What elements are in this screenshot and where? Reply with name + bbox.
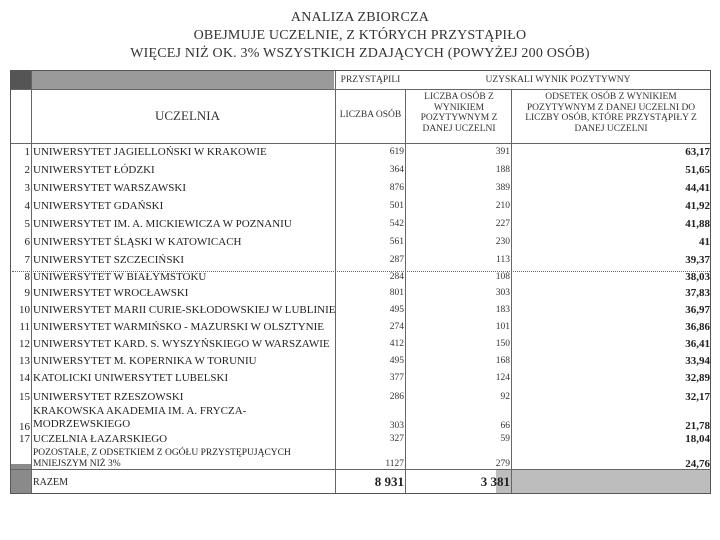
row-university-name-1: KRAKOWSKA AKADEMIA IM. A. FRYCZA- [33,405,247,417]
row-index: 8 [24,271,30,283]
row-university-name-2: MODRZEWSKIEGO [33,418,131,430]
row-index: 11 [19,321,30,333]
row-pozytywny: 389 [495,183,510,193]
row-pozytywny: 124 [495,373,510,383]
row-pozytywny: 230 [495,237,510,247]
row-pozytywny: 59 [500,434,510,444]
row-index: 1 [24,146,30,158]
row-odsetek: 33,94 [685,355,710,367]
row-university-name: UNIWERSYTET MARII CURIE-SKŁODOWSKIEJ W LUBLINIE [33,304,336,316]
row-odsetek: 36,97 [685,304,710,316]
header-przystapili: PRZYSTĄPILI [340,75,401,85]
footer-shade-values [496,470,710,493]
header-divider [11,89,710,90]
row-university-name: UNIWERSYTET RZESZOWSKI [33,391,184,403]
row-index: 2 [24,164,30,176]
col-divider-index [31,71,32,493]
row-przystapili: 801 [389,288,404,298]
row-index: 3 [24,182,30,194]
row-odsetek: 41,88 [685,218,710,230]
row-przystapili: 876 [389,183,404,193]
row-pozytywny: 303 [495,288,510,298]
row-index: 9 [24,287,30,299]
row-przystapili: 561 [389,237,404,247]
row-university-name: UNIWERSYTET JAGIELLOŃSKI W KRAKOWIE [33,146,267,158]
row-index: 7 [24,254,30,266]
header-uczelnia: UCZELNIA [155,108,220,123]
row-university-name: UNIWERSYTET GDAŃSKI [33,200,164,212]
row-university-name: KATOLICKI UNIWERSYTET LUBELSKI [33,372,229,384]
row-odsetek: 63,17 [685,146,710,158]
row-university-name: UNIWERSYTET SZCZECIŃSKI [33,254,185,266]
row-index: 6 [24,236,30,248]
pozostale-przystapili: 1127 [385,459,404,469]
row-odsetek: 41,92 [685,200,710,212]
row-pozytywny: 108 [495,272,510,282]
row-pozytywny: 227 [495,219,510,229]
pozostale-label-2: MNIEJSZYM NIŻ 3% [33,459,121,469]
row-university-name: UNIWERSYTET WARSZAWSKI [33,182,187,194]
header-odsetek: ODSETEK OSÓB Z WYNIKIEM POZYTYWNYM Z DANEJ UCZELNI DO LICZBY OSÓB, KTÓRE PRZYSTĄPIŁY Z DANEJ UCZELNI [525,92,697,134]
row-index: 14 [19,372,30,384]
row-przystapili: 327 [389,434,404,444]
row-pozytywny: 183 [495,305,510,315]
row-przystapili: 287 [389,255,404,265]
row-przystapili: 377 [389,373,404,383]
row-university-name: UNIWERSYTET W BIAŁYMSTOKU [33,271,207,283]
row-odsetek: 36,41 [685,338,710,350]
row-university-name: UNIWERSYTET ŚLĄSKI W KATOWICACH [33,236,242,248]
row-przystapili: 495 [389,305,404,315]
row-przystapili: 364 [389,165,404,175]
row-pozytywny: 101 [495,322,510,332]
row-university-name: UNIWERSYTET WROCŁAWSKI [33,287,189,299]
row-przystapili: 284 [389,272,404,282]
razem-pozytywny: 3 381 [480,474,510,489]
row-przystapili: 542 [389,219,404,229]
row-odsetek: 38,03 [685,271,710,283]
razem-przystapili: 8 931 [374,474,404,489]
header-shade-index [11,71,31,89]
row-pozytywny: 150 [495,339,510,349]
row-odsetek: 41 [699,236,710,248]
row-pozytywny: 391 [495,147,510,157]
row-odsetek: 18,04 [685,433,710,445]
row-pozytywny: 66 [500,421,510,431]
row-odsetek: 51,65 [685,164,710,176]
header-shade-name [32,71,334,89]
pozostale-label-1: POZOSTAŁE, Z ODSETKIEM Z OGÓŁU PRZYSTĘPUJĄCYCH [33,448,291,458]
row-index: 17 [19,433,30,445]
header-uzyskali: UZYSKALI WYNIK POZYTYWNY [485,75,631,85]
title-line-2: OBEJMUJE UCZELNIE, Z KTÓRYCH PRZYSTĄPIŁO [193,28,527,43]
row-university-name: UNIWERSYTET M. KOPERNIKA W TORUNIU [33,355,257,367]
header-liczba-osob: LICZBA OSÓB [339,110,402,120]
row-pozytywny: 113 [496,255,510,265]
header-bottom-line [11,143,710,144]
row-university-name: UCZELNIA ŁAZARSKIEGO [33,433,168,445]
row-odsetek: 37,83 [685,287,710,299]
row-przystapili: 501 [389,201,404,211]
row-university-name: UNIWERSYTET ŁÓDZKI [33,164,155,176]
row-index: 5 [24,218,30,230]
row-index: 16 [19,421,30,433]
pozostale-odsetek: 24,76 [685,458,710,470]
row-przystapili: 286 [389,392,404,402]
title-line-1: ANALIZA ZBIORCZA [290,10,430,25]
header-liczba-pozytywny: LICZBA OSÓB Z WYNIKIEM POZYTYWNYM Z DANEJ UCZELNI [420,92,498,134]
row-odsetek: 44,41 [685,182,710,194]
row-odsetek: 32,89 [685,372,710,384]
row-pozytywny: 210 [495,201,510,211]
row-index: 4 [24,200,30,212]
row-index: 12 [19,338,30,350]
pozostale-pozytywny: 279 [495,459,510,469]
row-index: 13 [19,355,30,367]
title-line-3: WIĘCEJ NIŻ OK. 3% WSZYSTKICH ZDAJĄCYCH (POWYŻEJ 200 OSÓB) [130,46,590,61]
row-odsetek: 39,37 [685,254,710,266]
row-index: 10 [19,304,30,316]
row-odsetek: 21,78 [685,420,710,432]
row-pozytywny: 188 [495,165,510,175]
row-przystapili: 412 [389,339,404,349]
row-university-name: UNIWERSYTET KARD. S. WYSZYŃSKIEGO W WARSZAWIE [33,338,330,350]
row-university-name: UNIWERSYTET IM. A. MICKIEWICZA W POZNANIU [33,218,292,230]
row-index: 15 [19,391,30,403]
row-odsetek: 36,86 [685,321,710,333]
row-odsetek: 32,17 [685,391,710,403]
razem-label: RAZEM [33,477,68,488]
row-przystapili: 274 [389,322,404,332]
row-przystapili: 495 [389,356,404,366]
row-przystapili: 303 [389,421,404,431]
row-university-name: UNIWERSYTET WARMIŃSKO - MAZURSKI W OLSZTYNIE [33,321,324,333]
row-przystapili: 619 [389,147,404,157]
row-pozytywny: 92 [500,392,510,402]
row-pozytywny: 168 [495,356,510,366]
